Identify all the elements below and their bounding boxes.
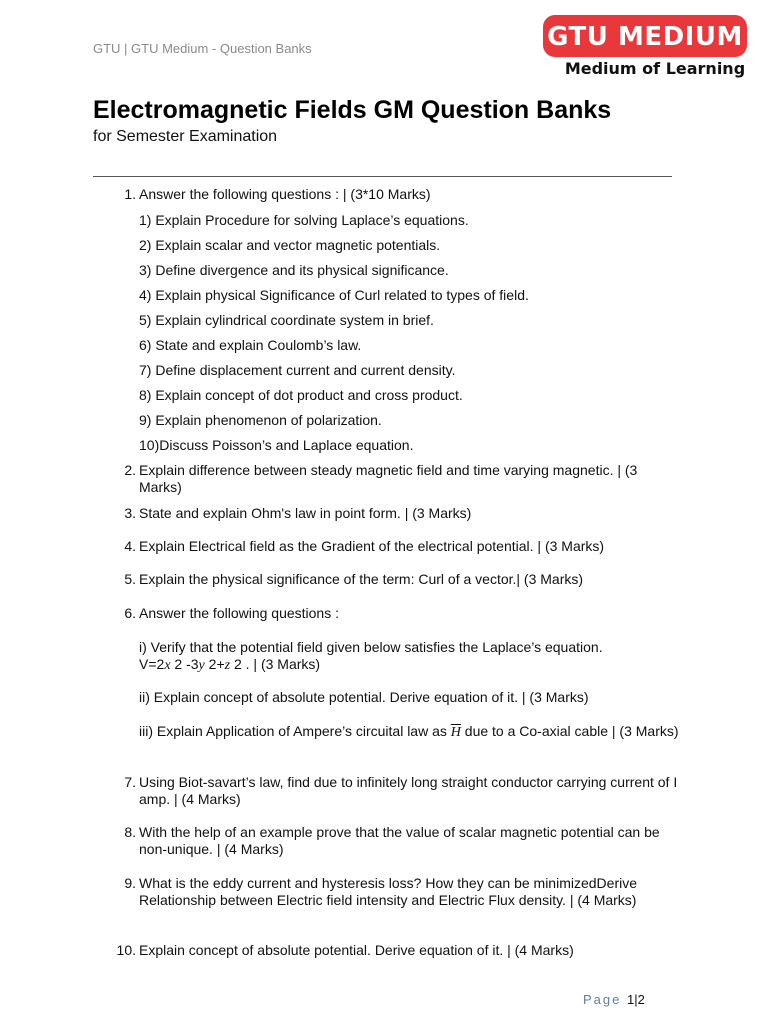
q1-sub-item: 3) Define divergence and its physical significance. (139, 262, 449, 278)
question-text: Answer the following questions : (139, 605, 339, 621)
q6-sub-iii-text: iii) Explain Application of Ampere’s circuital law as (139, 723, 451, 739)
q1-sub-item: 6) State and explain Coulomb’s law. (139, 337, 362, 353)
question-10 (110, 942, 680, 959)
question-number: 3. (124, 505, 136, 521)
q6-sub-i-text: i) Verify that the potential field given below satisfies the Laplace’s equation. (139, 639, 603, 655)
q1-sub-item: 8) Explain concept of dot product and cross product. (139, 387, 463, 403)
q6-sub-i-equation (139, 656, 679, 674)
question-number: 8. (124, 824, 136, 840)
q1-sub-item: 7) Define displacement current and current density. (139, 362, 456, 378)
question-8 (110, 824, 680, 858)
question-text: What is the eddy current and hysteresis loss? How they can be minimizedDerive Relationship between Electric field intensity and Electric Flux density. | (4 Marks) (139, 875, 637, 908)
q6-sub-iii-text: due to a Co-axial cable | (3 Marks) (460, 723, 679, 739)
logo-tagline: Medium of Learning (564, 59, 746, 78)
document-title: Electromagnetic Fields GM Question Banks (93, 96, 612, 124)
equation-part: 2 -3 (170, 656, 199, 672)
equation-variable-x: x (164, 658, 171, 673)
logo-badge: GTU MEDIUM (543, 15, 747, 57)
footer-page: 1 (627, 992, 635, 1007)
question-number: 5. (124, 571, 136, 587)
page-number-footer (583, 992, 645, 1007)
q6-sub-item-iii (139, 723, 679, 741)
question-9 (110, 875, 680, 909)
document-subtitle: for Semester Examination (93, 128, 278, 145)
q6-sub-item-i (139, 639, 679, 674)
equation-part: V=2 (139, 656, 165, 672)
equation-part: 2+ (204, 656, 225, 672)
question-text: Explain Electrical field as the Gradient of the electrical potential. | (3 Marks) (139, 538, 605, 554)
question-4 (110, 538, 680, 555)
question-text: Using Biot-savart’s law, find due to infinitely long straight conductor carrying current of I amp. | (4 Marks) (139, 774, 678, 807)
question-number: 9. (124, 875, 136, 891)
page-header-text: GTU | GTU Medium - Question Banks (93, 41, 312, 56)
question-text: With the help of an example prove that the value of scalar magnetic potential can be non-unique. | (4 Marks) (139, 824, 660, 857)
footer-label: Page (583, 992, 622, 1007)
footer-separator: | (634, 992, 638, 1007)
question-number: 6. (124, 605, 136, 621)
question-number: 10. (116, 942, 136, 958)
q1-sub-item: 9) Explain phenomenon of polarization. (139, 412, 382, 428)
question-3 (110, 505, 680, 522)
q1-sub-item: 5) Explain cylindrical coordinate system in brief. (139, 312, 434, 328)
gtu-medium-logo (543, 15, 747, 78)
question-number: 7. (124, 774, 136, 790)
question-1 (110, 186, 680, 203)
question-text: Answer the following questions : | (3*10 Marks) (139, 186, 431, 202)
question-text: Explain the physical significance of the term: Curl of a vector.| (3 Marks) (139, 571, 584, 587)
title-divider (93, 176, 672, 177)
question-number: 2. (124, 462, 136, 478)
question-5 (110, 571, 680, 588)
q1-sub-item: 1) Explain Procedure for solving Laplace’s equations. (139, 212, 469, 228)
equation-part: 2 . | (3 Marks) (230, 656, 321, 672)
q1-sub-item: 2) Explain scalar and vector magnetic potentials. (139, 237, 441, 253)
question-7 (110, 774, 680, 808)
question-text: Explain difference between steady magnetic field and time varying magnetic. | (3 Marks) (139, 462, 638, 495)
question-2 (110, 462, 680, 496)
equation-variable-y: y (198, 658, 205, 673)
q1-sub-item: 10)Discuss Poisson’s and Laplace equation. (139, 437, 414, 453)
question-number: 4. (124, 538, 136, 554)
question-text: State and explain Ohm's law in point form. | (3 Marks) (139, 505, 472, 521)
question-6 (110, 605, 680, 622)
q1-sub-item: 4) Explain physical Significance of Curl related to types of field. (139, 287, 529, 303)
footer-total: 2 (637, 992, 645, 1007)
question-number: 1. (124, 186, 136, 202)
equation-variable-z: z (224, 658, 231, 673)
q6-sub-item-ii: ii) Explain concept of absolute potential. Derive equation of it. | (3 Marks) (139, 689, 589, 705)
question-text: Explain concept of absolute potential. Derive equation of it. | (4 Marks) (139, 942, 574, 958)
h-vector-symbol: $\overline{H}$ (450, 725, 461, 740)
